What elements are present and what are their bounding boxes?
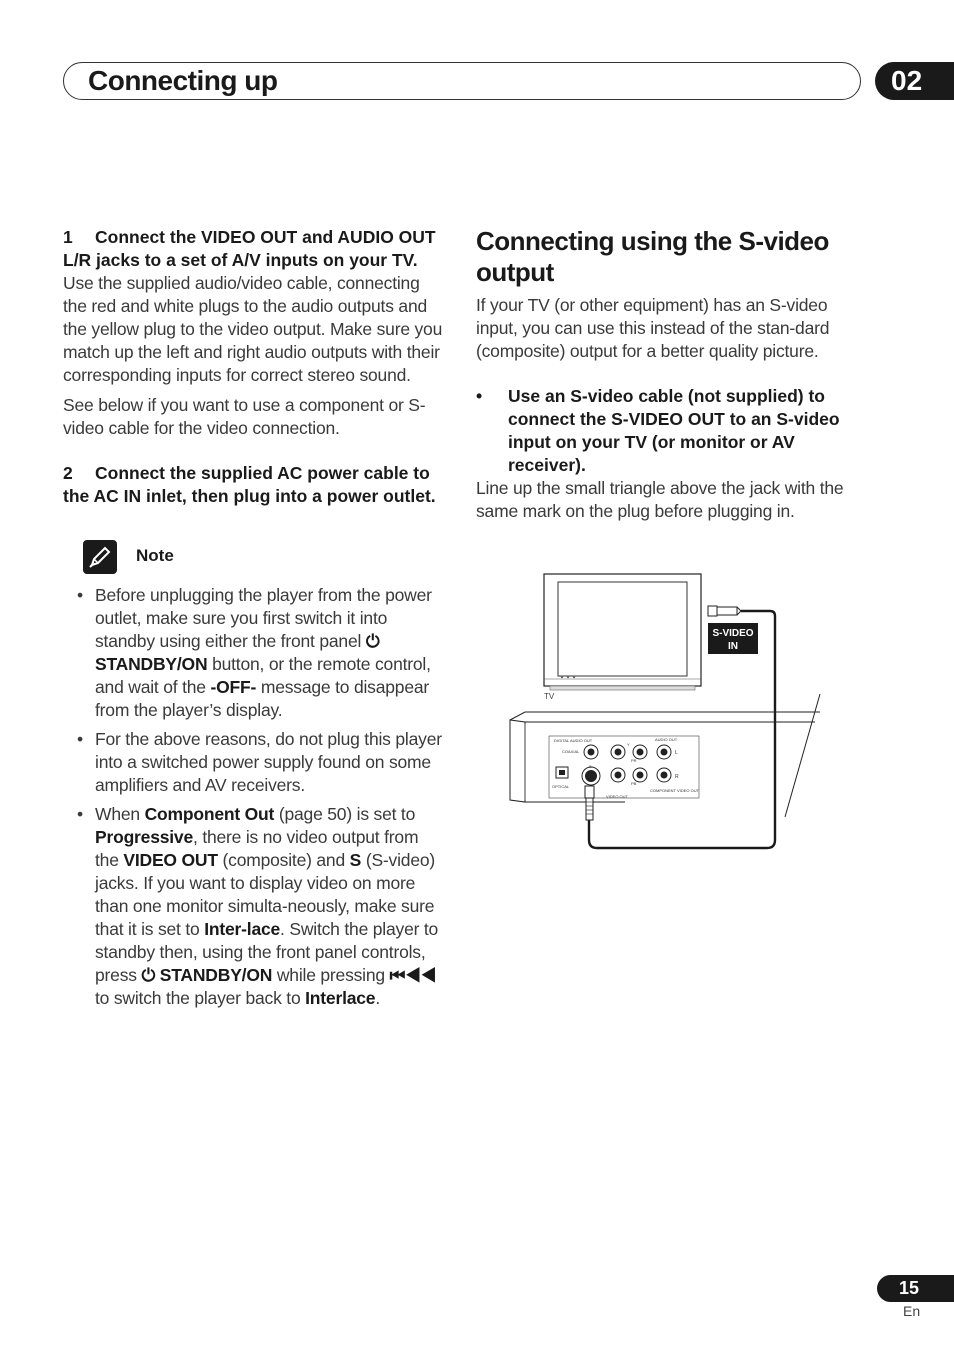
chapter-badge: 02 [875,62,954,100]
svg-text:IN: IN [728,641,738,652]
svg-text:AUDIO OUT: AUDIO OUT [655,737,678,742]
step-title: Connect the supplied AC power cable to the AC IN inlet, then plug into a power outlet. [63,463,436,506]
svg-text:OPTICAL: OPTICAL [552,784,570,789]
pencil-icon [83,540,117,574]
tv-label: TV [544,692,555,701]
svg-text:PR: PR [631,758,637,763]
left-column [63,226,443,1016]
right-column [476,226,856,530]
svg-text:L: L [675,750,678,756]
instruction-paragraph: Line up the small triangle above the jack with the same mark on the plug before plugging in. [476,478,844,521]
svideo-in-badge [708,623,758,654]
svg-text:DIGITAL AUDIO OUT: DIGITAL AUDIO OUT [554,738,593,743]
svg-text:COAXIAL: COAXIAL [562,749,580,754]
svg-text:Y: Y [627,742,630,747]
svg-text:S: S [589,764,592,769]
player-illustration [510,694,820,817]
svg-text:VIDEO OUT: VIDEO OUT [606,794,629,799]
svg-text:R: R [675,774,679,780]
intro-paragraph: If your TV (or other equipment) has an S-video input, you can use this instead of the stan-dard (composite) output for a better quality picture. [476,295,830,361]
step-1 [63,226,443,272]
step-1-paragraph: Use the supplied audio/video cable, connecting the red and white plugs to the audio outputs and the yellow plug to the video output. Make sure you match up the left and right audio outputs with their corresponding inputs for correct stereo sound. [63,273,443,385]
step-number: 2 [63,463,73,483]
svideo-connection-diagram [505,572,835,854]
svg-text:PB: PB [631,781,637,786]
page-title: Connecting up [88,65,278,96]
section-heading: Connecting using the S-video output [476,226,829,287]
svg-text:COMPONENT VIDEO OUT: COMPONENT VIDEO OUT [650,788,700,793]
bullet-step: • Use an S-video cable (not supplied) to connect the S-VIDEO OUT to an S-video input on your TV (or monitor or AV receiver). [476,386,840,475]
step-2 [63,462,443,508]
list-item: • For the above reasons, do not plug this player into a switched power supply found on some amplifiers and AV receivers. [77,729,442,795]
step-title: Connect the VIDEO OUT and AUDIO OUT L/R jacks to a set of A/V inputs on your TV. [63,227,436,270]
page-number: 15 [877,1275,954,1302]
tv-illustration [544,574,701,701]
step-1-paragraph-2: See below if you want to use a component or S-video cable for the video connection. [63,395,426,438]
list-item: • Before unplugging the player from the power outlet, make sure you first switch it into standby using either the front panel ⏻ STANDBY/ON button, or the remote control, and wait of the -OFF- message to disappear from the player’s display. [77,585,432,720]
step-number: 1 [63,227,73,247]
note-label: Note [136,546,174,565]
note-header [63,540,443,574]
list-item: • When Component Out (page 50) is set to Progressive, there is no video output from the VIDEO OUT (composite) and S (S-video) jacks. If you want to display video on more than one monitor simulta-neously, make sure that it is set to Inter-lace. Switch the player to standby then, using the front panel controls, press ⏻ STANDBY/ON while pressing ⏮◀◀ to switch the player back to Interlace. [77,804,439,1008]
note-list [63,584,443,1010]
svideo-plug-player [585,786,594,820]
svg-text:S-VIDEO: S-VIDEO [712,628,754,639]
page-language: En [903,1303,921,1319]
